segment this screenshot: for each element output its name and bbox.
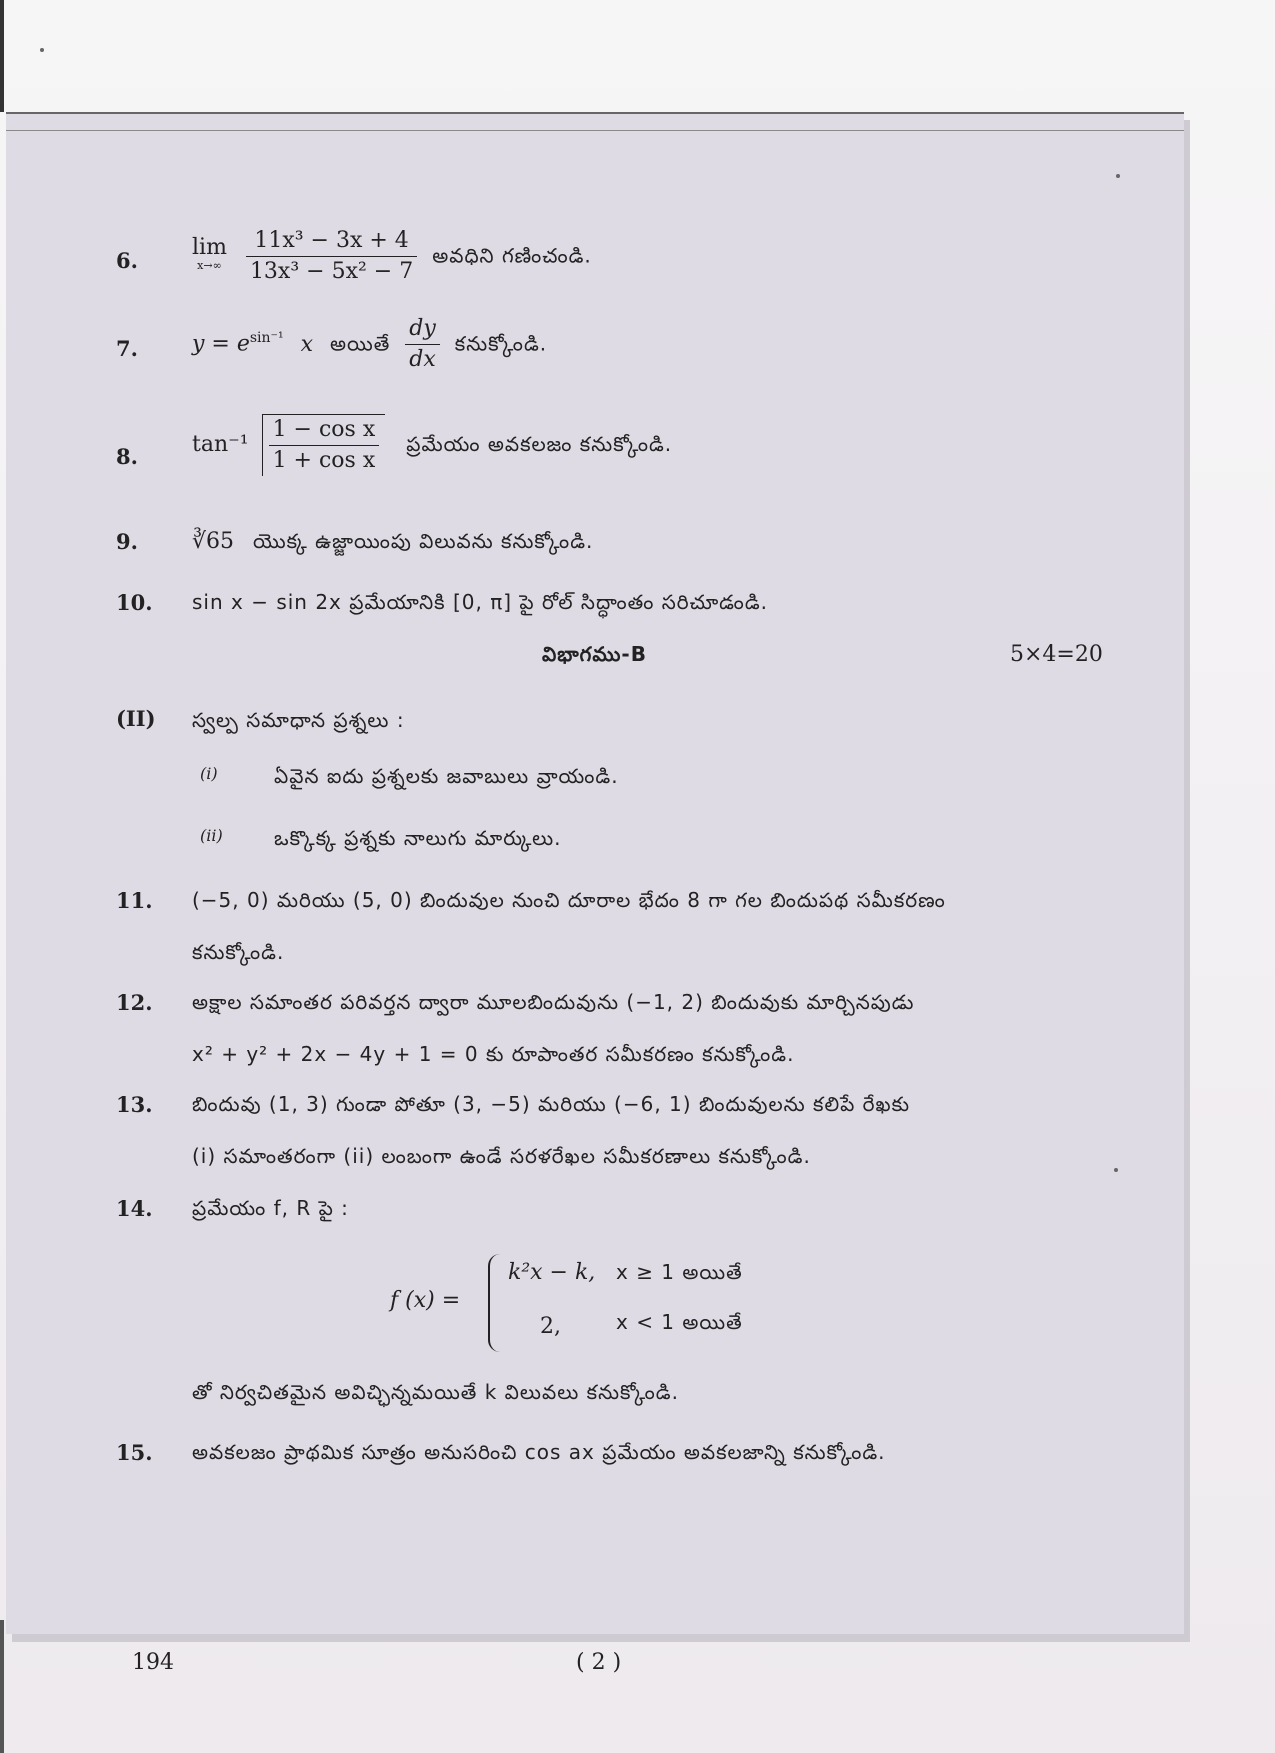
root-fraction [269, 415, 380, 476]
question-text: అవధిని గణించండి. [432, 243, 592, 268]
section-title: విభాగము-B [542, 642, 647, 666]
brace [488, 1254, 504, 1352]
question-14-continued [6, 1370, 1184, 1410]
page-number: ( 2 ) [576, 1650, 622, 1675]
case-2-condition: x < 1 అయితే [616, 1310, 743, 1334]
question-number: 8. [116, 444, 138, 469]
function-lhs: f (x) = [390, 1288, 461, 1313]
paper-code: 194 [132, 1650, 174, 1675]
inverse-tan: tan⁻¹ [192, 432, 249, 457]
question-number: 9. [116, 529, 138, 554]
denominator: 13x³ − 5x² − 7 [249, 259, 414, 284]
question-text: అవకలజం ప్రాథమిక సూత్రం అనుసరించి cos ax ప్రమేయం అవకలజాన్ని కనుక్కోండి. [192, 1440, 886, 1464]
question-text: బిందువు (1, 3) గుండా పోతూ (3, −5) మరియు (−6, 1) బిందువులను కలిపే రేఖకు (i) సమాంతరంగా (ii) లంబంగా ఉండే సరళరేఖల సమీకరణాలు కనుక్కోండి. [192, 1092, 911, 1168]
question-15 [6, 1430, 1184, 1470]
case-2-expression: 2, [540, 1314, 561, 1339]
limit-operator: lim x→∞ [192, 234, 227, 272]
question-number: 10. [116, 590, 153, 615]
instruction-text: ఒక్కొక్క ప్రశ్నకు నాలుగు మార్కులు. [274, 826, 562, 850]
exponent: sin⁻¹ [249, 330, 284, 347]
question-7 [6, 314, 1184, 384]
question-text: అక్షాల సమాంతర పరివర్తన ద్వారా మూలబిందువును (−1, 2) బిందువుకు మార్చినపుడు x² + y² + 2x − 4y + 1 = 0 కు రూపాంతర సమీకరణం కనుక్కోండి. [192, 990, 915, 1066]
instruction-text: ఏవైన ఐదు ప్రశ్నలకు జవాబులు వ్రాయండి. [274, 764, 619, 788]
denominator: 1 + cos x [272, 448, 376, 473]
question-number: 7. [116, 336, 138, 361]
question-text: యొక్క ఉజ్జాయింపు విలువను కనుక్కోండి. [253, 529, 594, 553]
question-number: 12. [116, 990, 153, 1015]
numerator: 1 − cos x [269, 415, 380, 446]
scan-edge [0, 0, 4, 112]
numerator: 11x³ − 3x + 4 [246, 226, 417, 257]
question-text: కనుక్కోండి. [454, 331, 548, 356]
question-number: 14. [116, 1196, 153, 1221]
scan-edge-bottom [0, 1620, 4, 1753]
question-8 [6, 414, 1184, 494]
cube-root: ∛65 [192, 529, 235, 554]
piecewise-function [390, 1254, 790, 1354]
part-number: (II) [116, 706, 156, 731]
question-number: 6. [116, 248, 138, 273]
case-1-condition: x ≥ 1 అయితే [616, 1260, 743, 1284]
derivative-fraction: $\frac{dy}{dx}$ [405, 314, 440, 375]
exam-sheet [6, 112, 1184, 1675]
question-6 [6, 226, 1184, 296]
question-text: ప్రమేయం f, R పై : [192, 1196, 349, 1220]
top-rule [6, 130, 1184, 131]
square-root [262, 414, 386, 476]
question-text: అయితే [329, 331, 391, 356]
case-1-expression: k²x − k, [508, 1260, 596, 1285]
question-number: 15. [116, 1440, 153, 1465]
question-text: (−5, 0) మరియు (5, 0) బిందువుల నుంచి దూరాల భేదం 8 గా గల బిందుపథ సమీకరణం కనుక్కోండి. [192, 888, 946, 964]
question-14 [6, 1186, 1184, 1226]
scan-speck [40, 48, 44, 52]
scan-speck [1116, 174, 1120, 178]
question-13 [6, 1078, 1184, 1178]
question-text: sin x − sin 2x ప్రమేయానికి [0, π] పై రోల్ సిద్ధాంతం సరిచూడండి. [192, 590, 768, 614]
limit-fraction [246, 226, 417, 287]
instruction-marker: (ii) [200, 826, 223, 845]
question-text: ప్రమేయం అవకలజం కనుక్కోండి. [406, 432, 673, 456]
section-header [6, 642, 1184, 672]
instruction-marker: (i) [200, 764, 218, 783]
question-9 [6, 519, 1184, 559]
question-10 [6, 580, 1184, 620]
question-11 [6, 874, 1184, 974]
section-marks: 5×4=20 [1010, 642, 1103, 667]
question-number: 11. [116, 888, 153, 913]
question-12 [6, 976, 1184, 1076]
question-text: తో నిర్వచితమైన అవిచ్ఛిన్నమయితే k విలువలు కనుక్కోండి. [192, 1380, 679, 1404]
question-number: 13. [116, 1092, 153, 1117]
math-var: x [300, 331, 313, 357]
part-2-heading [6, 700, 1184, 740]
part-heading-text: స్వల్ప సమాధాన ప్రశ్నలు : [192, 708, 405, 732]
math-lhs: y = e [192, 331, 250, 357]
